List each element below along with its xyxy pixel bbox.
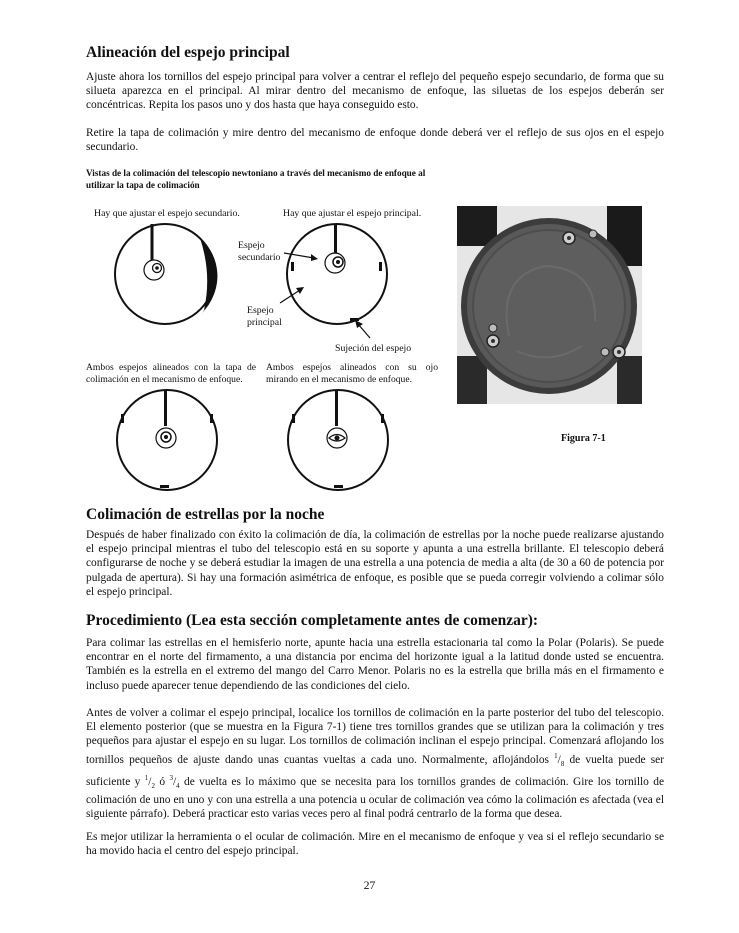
paragraph-alineacion-2: Retire la tapa de colimación y mire dentro del mecanismo de enfoque donde deberá ver el reflejo de sus ojos en el espejo secundario.: [86, 127, 664, 154]
figure-caption: Vistas de la colimación del telescopio newtoniano a través del mecanismo de enfoque al utilizar la tapa de colimación: [86, 168, 426, 190]
label-espejo-secundario: Espejo secundario: [238, 240, 281, 263]
section-title-procedimiento: Procedimiento (Lea esta sección completamente antes de comenzar):: [86, 612, 539, 629]
page-number: 27: [363, 880, 376, 892]
rear-cell-photo: [457, 206, 642, 404]
view2-label: Hay que ajustar el espejo principal.: [283, 208, 422, 219]
paragraph-colimacion-noche: Después de haber finalizado con éxito la colimación de día, la colimación de estrellas por la noche puede realizarse ajustando el espejo principal mientras el tubo del telescopio está en su soporte y apunta a una estrella brillante. El telescopio deberá configurarse de noche y se deberá estudiar la imagen de una estrella a una potencia de media a alta (de 30 a 60 de potencia por pulgada de apertura). Si hay una formación asimétrica de enfoque, es posible que se pueda corregir volviendo a colimar sólo el espejo principal.: [86, 529, 664, 598]
section-title-colimacion-noche: Colimación de estrellas por la noche: [86, 506, 325, 523]
photo-caption: Figura 7-1: [561, 433, 606, 444]
paragraph-procedimiento-2: Antes de volver a colimar el espejo principal, localice los tornillos de colimación en la parte posterior del tubo del telescopio. El elemento posterior (que se muestra en la Figura 7-1) tiene tres tornillos grandes que se utilizan para la colimación y tres pequeños para ajustar el espejo en su lugar. Los tornillos de colimación inclinan el espejo principal. Comenzará aflojando los tornillos pequeños de ajuste dando unas cuantas vueltas a cada uno. Normalmente, aflojándolos $^1/_8$ de vuelta puede ser suficiente y $^1/_2$ ó $^3/_4$ de vuelta es lo máximo que se necesita para los tornillos grandes de colimación. Gire los tornillo de colimación de uno en uno y con una estrella a una potencia u ocular de colimación vea cómo la colimación es afectada (vea el siguiente párrafo). Deberá practicar esto varias veces pero al final podrá centrarlo de la forma que desea.: [86, 707, 665, 821]
section-title-alineacion: Alineación del espejo principal: [86, 44, 290, 61]
paragraph-alineacion-1: Ajuste ahora los tornillos del espejo principal para volver a centrar el reflejo del pequeño espejo secundario, de forma que su silueta aparezca en el principal. Al mirar dentro del mecanismo de enfoque, las siluetas de los espejos deberán ser concéntricas. Repita los pasos uno y dos hasta que haya conseguido esto.: [86, 71, 664, 112]
label-espejo-principal: Espejo principal: [247, 305, 282, 328]
arrow-principal: [278, 284, 308, 306]
view4-aligned-eye-diagram: [283, 384, 393, 494]
view3-label: Ambos espejos alineados con la tapa de colimación en el mecanismo de enfoque.: [86, 362, 256, 385]
view1-secondary-misaligned-diagram: [112, 218, 222, 328]
paragraph-procedimiento-1: Para colimar las estrellas en el hemisferio norte, apunte hacia una estrella estacionaria tal como la Polar (Polaris). Se puede encontrar en el norte del firmamento, a una distancia por encima del horizonte igual a la latitud donde usted se encuentra. También es la estrella en el extremo del mango del Carro Menor. Polaris no es la estrella que brilla más en el firmamento e incluso puede aparecer tenue dependiendo de las condiciones del cielo.: [86, 637, 664, 692]
paragraph-procedimiento-3: Es mejor utilizar la herramienta o el ocular de colimación. Mire en el mecanismo de enfoque y vea si el reflejo secundario se ha movido hacia el centro del espejo principal.: [86, 831, 664, 858]
arrow-secundario: [282, 250, 322, 262]
view2-primary-misaligned-diagram: [282, 218, 392, 328]
arrow-sujecion: [352, 318, 376, 340]
view1-label: Hay que ajustar el espejo secundario.: [94, 208, 240, 219]
label-sujecion-espejo: Sujeción del espejo: [335, 343, 412, 354]
view3-aligned-cap-diagram: [112, 384, 222, 494]
view4-label: Ambos espejos alineados con su ojo mirando en el mecanismo de enfoque.: [266, 362, 438, 385]
